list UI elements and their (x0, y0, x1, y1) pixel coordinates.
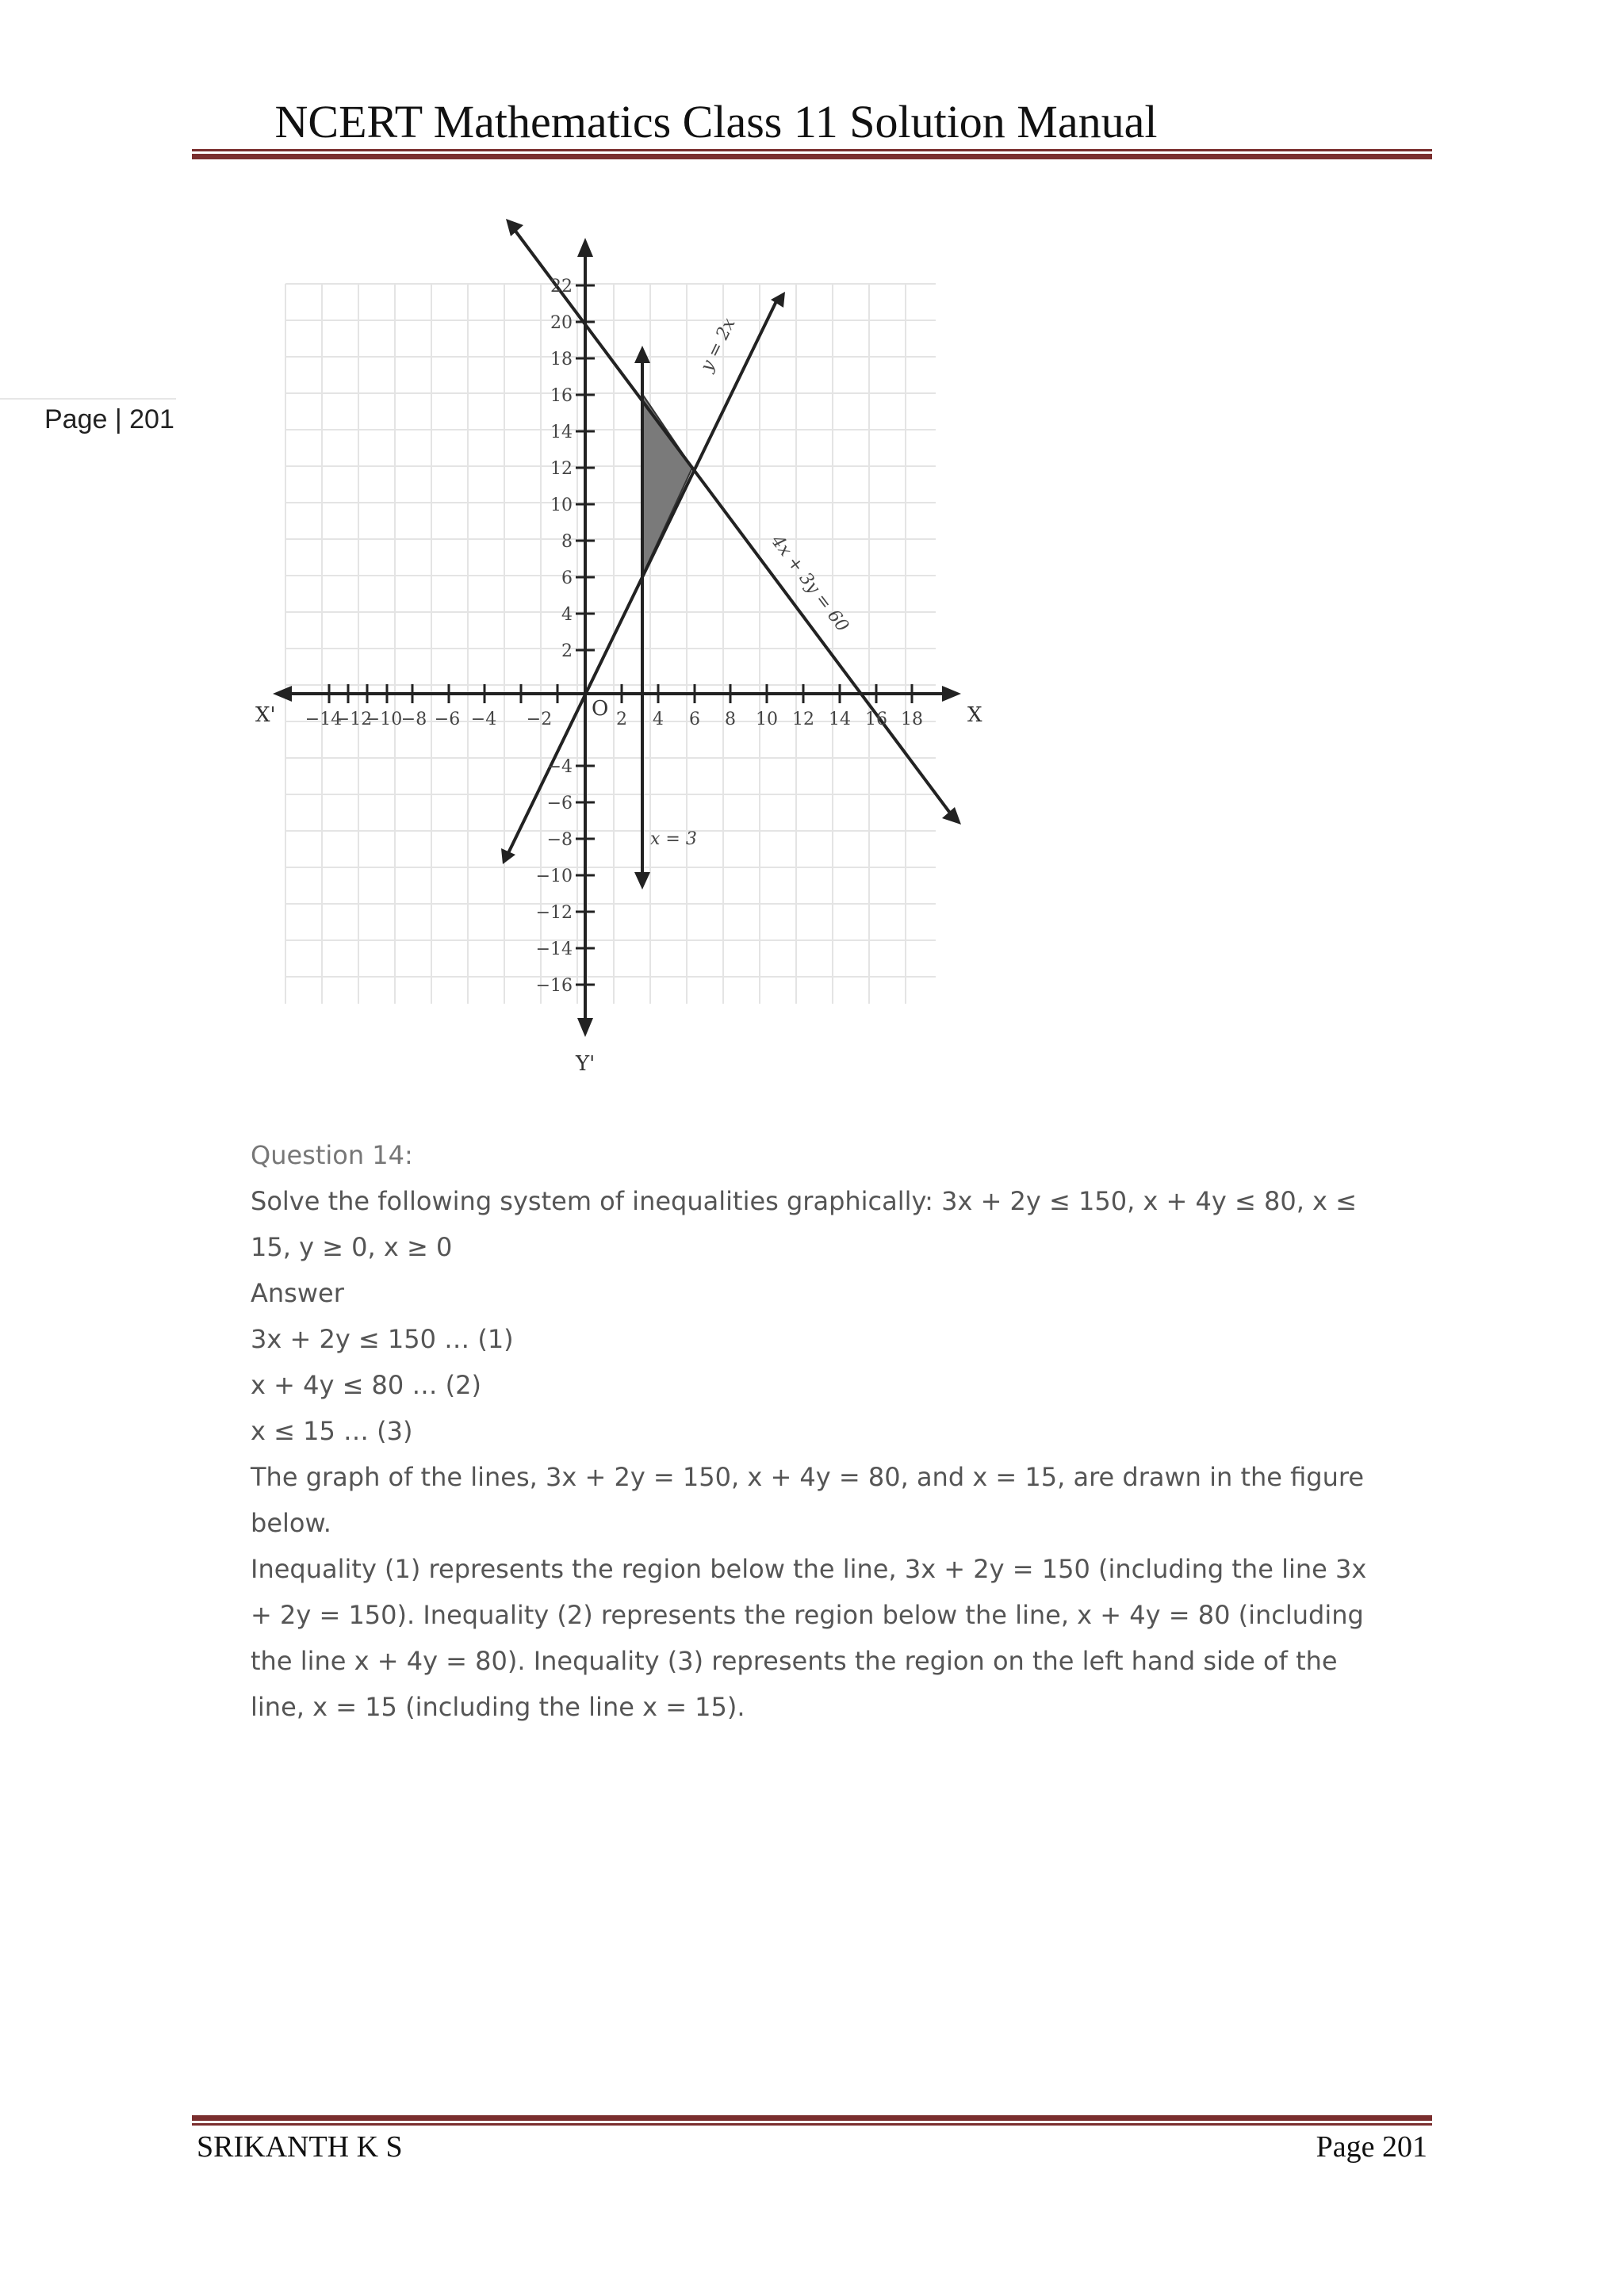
inequality-graph (238, 206, 1015, 1094)
y-tick-label: −8 (546, 830, 573, 850)
paragraph-2-line-1: Inequality (1) represents the region below the line, 3x + 2y = 150 (including the line 3x (251, 1554, 1367, 1584)
x-axis-arrow-left (273, 686, 292, 702)
y-tick-label: 14 (550, 423, 573, 442)
footer-author: SRIKANTH K S (197, 2130, 403, 2164)
question-line-1: Solve the following system of inequalities graphically: 3x + 2y ≤ 150, x + 4y ≤ 80, x ≤ (251, 1186, 1357, 1216)
header-rule-thick (192, 154, 1432, 159)
y-tick-label: 16 (550, 386, 573, 406)
y-tick-label: 6 (561, 568, 573, 588)
y-tick-label: 20 (550, 313, 573, 333)
x-tick-label: 10 (756, 710, 778, 729)
question-heading: Question 14: (251, 1140, 413, 1170)
y-tick-label: 18 (550, 350, 573, 369)
footer-rule-thin (192, 2123, 1432, 2126)
x-tick-label: −2 (526, 710, 553, 729)
shaded-region (642, 394, 692, 576)
paragraph-1-line-1: The graph of the lines, 3x + 2y = 150, x + 4y = 80, and x = 15, are drawn in the figure (251, 1462, 1365, 1492)
y-tick-label: 10 (550, 496, 573, 515)
x-tick-label: 18 (901, 710, 923, 729)
header-rule-thin (192, 149, 1432, 151)
x-tick-label: 4 (653, 710, 664, 729)
paragraph-2-line-3: the line x + 4y = 80). Inequality (3) represents the region on the left hand side of the (251, 1646, 1338, 1676)
side-page-label: Page | 201 (44, 404, 174, 434)
solution-content (251, 1132, 1392, 1730)
axis-y-neg-label: Y' (576, 1052, 596, 1076)
x-tick-label: 14 (829, 710, 851, 729)
inequality-3: x ≤ 15 … (3) (251, 1416, 413, 1446)
answer-label: Answer (251, 1278, 344, 1308)
x-tick-label: −12 (335, 710, 373, 729)
x-tick-label: −6 (434, 710, 461, 729)
y-tick-label: −14 (535, 939, 573, 959)
y-tick-label: 22 (550, 277, 573, 297)
axis-x-neg-label: X' (255, 703, 276, 727)
y-tick-label: 2 (561, 641, 573, 661)
line-4x-3y-60 (506, 219, 961, 825)
footer-rule-thick (192, 2115, 1432, 2121)
x-axis-arrow-right (942, 686, 961, 702)
y-tick-label: −6 (546, 794, 573, 813)
x-tick-label: −10 (365, 710, 403, 729)
y-tick-label: 12 (550, 459, 573, 479)
x-tick-label: 8 (725, 710, 736, 729)
y-axis-arrow-up (577, 238, 593, 257)
x-tick-label: 12 (792, 710, 814, 729)
footer-page-number: Page 201 (1316, 2130, 1427, 2164)
label-4x-3y-60: 4x + 3y = 60 (767, 531, 852, 636)
x-tick-label: 6 (689, 710, 700, 729)
y-tick-label: −4 (546, 757, 573, 777)
side-divider (0, 398, 176, 400)
y-tick-label: 4 (561, 605, 573, 625)
x-tick-label: −8 (400, 710, 427, 729)
y-tick-label: 8 (561, 532, 573, 552)
y-tick-label: −16 (535, 976, 573, 996)
x-tick-label: −14 (304, 710, 343, 729)
x-tick-label: −4 (470, 710, 497, 729)
paragraph-2-line-2: + 2y = 150). Inequality (2) represents the region below the line, x + 4y = 80 (including (251, 1600, 1364, 1630)
y-axis-arrow-down (577, 1018, 593, 1037)
axis-x-label: X (967, 703, 982, 727)
inequality-2: x + 4y ≤ 80 … (2) (251, 1370, 481, 1400)
x-tick-label: 16 (865, 710, 887, 729)
label-x-3: x = 3 (650, 829, 697, 849)
x-tick-label: 2 (616, 710, 627, 729)
y-tick-label: −10 (535, 867, 573, 886)
question-line-2: 15, y ≥ 0, x ≥ 0 (251, 1232, 453, 1262)
inequality-1: 3x + 2y ≤ 150 … (1) (251, 1324, 514, 1354)
y-tick-label: −12 (535, 903, 573, 923)
header-title: NCERT Mathematics Class 11 Solution Manual (274, 96, 1158, 147)
label-y-2x: y = 2x (696, 315, 740, 375)
paragraph-1-line-2: below. (251, 1508, 331, 1538)
origin-label: O (592, 697, 609, 721)
paragraph-2-line-4: line, x = 15 (including the line x = 15). (251, 1692, 745, 1722)
